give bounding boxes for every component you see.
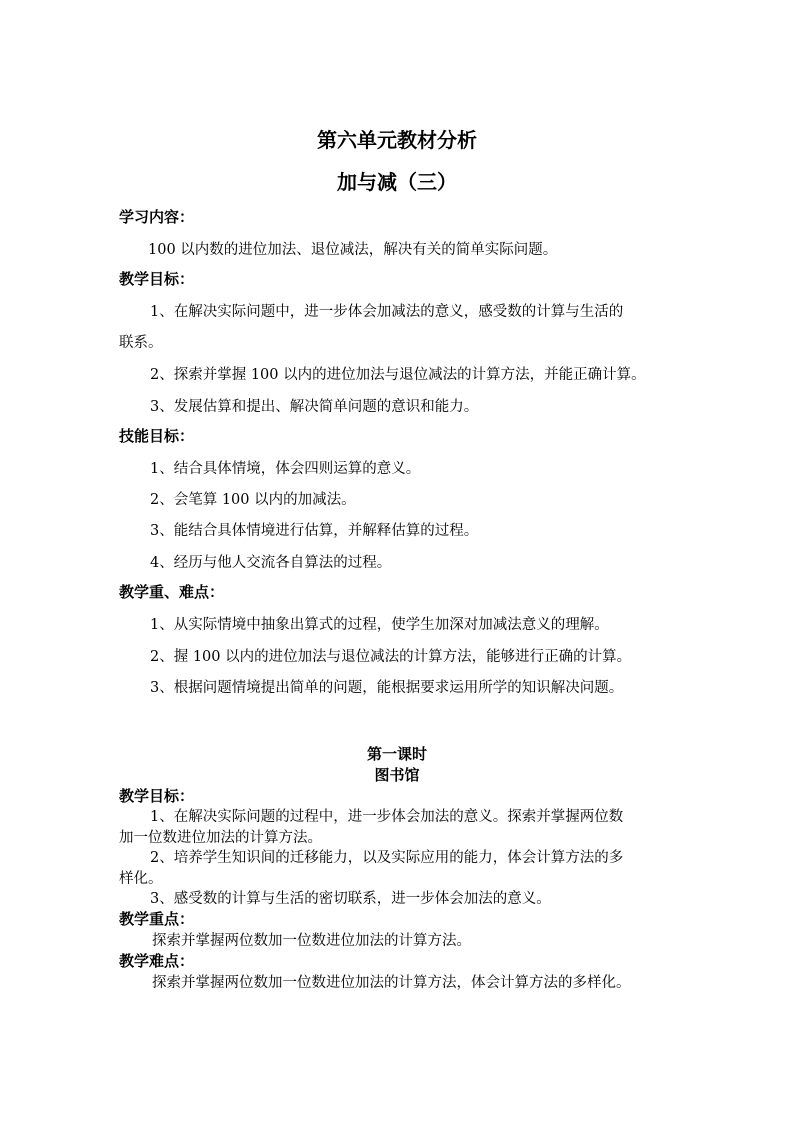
lesson-goal-2-line-2: 样化。	[119, 871, 163, 887]
lesson-goal-3: 3、感受数的计算与生活的密切联系，进一步体会加法的意义。	[150, 891, 551, 907]
learning-content-text: 100 以内数的进位加法、退位减法，解决有关的简单实际问题。	[148, 242, 558, 258]
lesson-goal-1-line-1: 1、在解决实际问题的过程中，进一步体会加法的意义。探索并掌握两位数	[150, 809, 624, 825]
lesson-period-title: 第一课时	[366, 745, 427, 763]
skill-goals-heading: 技能目标：	[119, 427, 195, 445]
lesson-difficulty-text: 探索并掌握两位数加一位数进位加法的计算方法，体会计算方法的多样化。	[152, 975, 631, 991]
lesson-goal-1-line-2: 加一位数进位加法的计算方法。	[119, 830, 322, 846]
teaching-goal-2: 2、探索并掌握 100 以内的进位加法与退位减法的计算方法，并能正确计算。	[150, 367, 646, 383]
lesson-difficulty-heading: 教学难点：	[119, 952, 195, 970]
skill-goal-3: 3、能结合具体情境进行估算，并解释估算的过程。	[150, 523, 479, 539]
teaching-goal-1-line-2: 联系。	[119, 335, 163, 351]
lesson-name-title: 图书馆	[374, 766, 420, 784]
key-point-3: 3、根据问题情境提出简单的问题，能根据要求运用所学的知识解决问题。	[150, 680, 624, 696]
lesson-focus-text: 探索并掌握两位数加一位数进位加法的计算方法。	[152, 933, 471, 949]
teaching-goal-1-line-1: 1、在解决实际问题中，进一步体会加减法的意义，感受数的计算与生活的	[150, 304, 624, 320]
skill-goal-2: 2、会笔算 100 以内的加减法。	[150, 492, 356, 508]
document-subtitle: 加与减（三）	[337, 170, 457, 194]
lesson-goals-heading: 教学目标：	[119, 787, 195, 805]
teaching-goals-heading: 教学目标：	[119, 270, 195, 288]
skill-goal-4: 4、经历与他人交流各自算法的过程。	[150, 555, 392, 571]
lesson-goal-2-line-1: 2、培养学生知识间的迁移能力，以及实际应用的能力，体会计算方法的多	[150, 850, 624, 866]
skill-goal-1: 1、结合具体情境，体会四则运算的意义。	[150, 461, 421, 477]
teaching-goal-3: 3、发展估算和提出、解决简单问题的意识和能力。	[150, 399, 479, 415]
document-title: 第六单元教材分析	[317, 128, 477, 152]
learning-content-heading: 学习内容：	[119, 208, 195, 226]
key-point-2: 2、握 100 以内的进位加法与退位减法的计算方法，能够进行正确的计算。	[150, 649, 632, 665]
key-points-heading: 教学重、难点：	[119, 583, 225, 601]
key-point-1: 1、从实际情境中抽象出算式的过程，使学生加深对加减法意义的理解。	[150, 617, 609, 633]
lesson-focus-heading: 教学重点：	[119, 910, 195, 928]
